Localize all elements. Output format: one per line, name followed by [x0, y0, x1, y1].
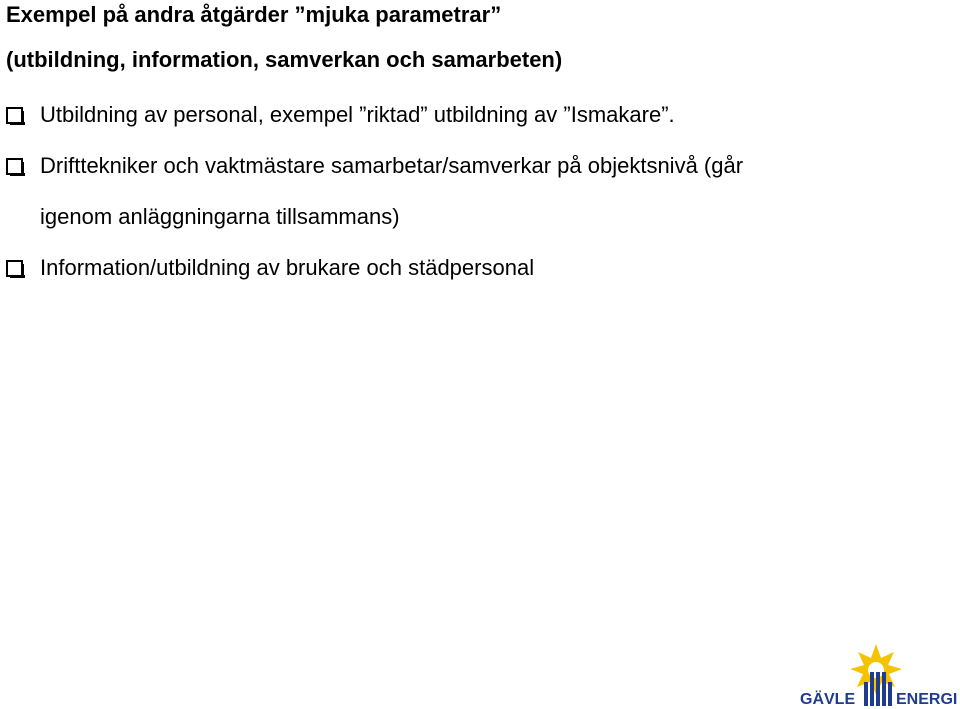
list-item-text: Utbildning av personal, exempel ”riktad” utbildning av ”Ismakare”.: [40, 102, 675, 127]
checkbox-icon: [6, 260, 23, 277]
gavle-energi-logo: [798, 642, 960, 709]
list-item-text: Drifttekniker och vaktmästare samarbetar/samverkar på objektsnivå (går: [40, 153, 744, 178]
logo-text-left: GÄVLE: [800, 691, 856, 708]
list-item-text-continuation: igenom anläggningarna tillsammans): [40, 204, 400, 229]
checkbox-icon: [6, 107, 23, 124]
checkbox-icon: [6, 158, 23, 175]
page-subtitle: (utbildning, information, samverkan och samarbeten): [6, 47, 563, 72]
logo-text-right: ENERGI: [896, 691, 958, 708]
page-title: Exempel på andra åtgärder ”mjuka parametrar”: [6, 2, 502, 27]
list-item-text: Information/utbildning av brukare och städpersonal: [40, 255, 535, 280]
